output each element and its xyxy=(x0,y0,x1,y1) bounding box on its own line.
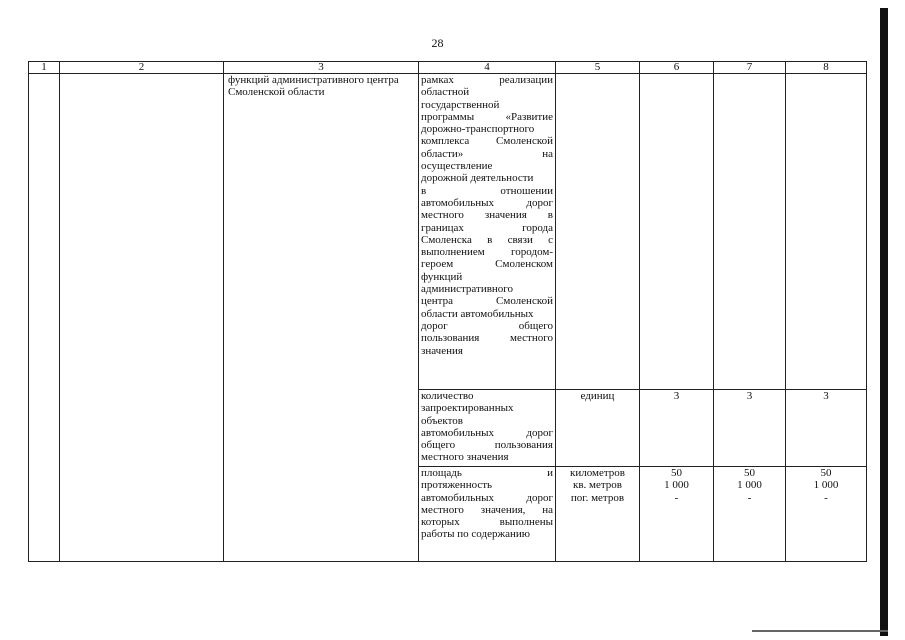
text-line: местного значения xyxy=(421,451,509,464)
text-line: которых выполнены xyxy=(421,516,553,529)
value-text: 1 000 xyxy=(664,479,689,492)
text-line: количество xyxy=(421,390,474,402)
page-number: 28 xyxy=(431,36,444,50)
cell-value: 3 xyxy=(640,390,714,467)
header-cell: 8 xyxy=(786,62,867,74)
cell-col5 xyxy=(556,74,640,390)
cell-unit: единиц xyxy=(556,390,640,467)
value-text: - xyxy=(824,491,828,504)
header-row xyxy=(29,62,867,74)
cell-values xyxy=(786,467,867,562)
text-line: общего пользования xyxy=(421,439,553,452)
unit-text: километров xyxy=(570,467,625,479)
value-text: - xyxy=(674,491,679,504)
cell-col6 xyxy=(640,74,714,390)
text-line: площадь и xyxy=(421,467,553,479)
text-line: дорожной деятельности xyxy=(421,172,534,185)
header-cell: 4 xyxy=(419,62,556,74)
header-cell: 3 xyxy=(224,62,419,74)
cell-col7 xyxy=(714,74,786,390)
value-text: 50 xyxy=(671,467,682,479)
scan-edge-shadow xyxy=(880,8,888,636)
text-line: выполнением городом- xyxy=(421,246,553,259)
cell-col4-indicator-count xyxy=(419,390,556,467)
value-text: 50 xyxy=(744,467,755,479)
text-line: запроектированных xyxy=(421,402,514,415)
header-cell: 5 xyxy=(556,62,640,74)
text-line: протяженность xyxy=(421,479,493,492)
text-line: автомобильных дорог xyxy=(421,196,553,209)
cell-col4-indicator-description xyxy=(419,74,556,390)
value-text: - xyxy=(747,491,752,504)
table-row xyxy=(29,74,867,390)
text-line: программы «Развитие xyxy=(421,110,553,123)
text-line: административного xyxy=(421,283,514,296)
header-cell: 2 xyxy=(60,62,224,74)
text-line: пользования местного xyxy=(421,332,553,345)
text-line: центра Смоленской xyxy=(421,295,553,308)
text-line: местного значения, на xyxy=(421,503,553,516)
cell-col3-text: функций административного центра Смоленской области xyxy=(224,74,419,562)
text-line: автомобильных дорог xyxy=(421,491,553,504)
cell-col2 xyxy=(60,74,224,562)
measures-table xyxy=(28,61,867,562)
cell-value: 3 xyxy=(786,390,867,467)
text-line: Смоленска в связи с xyxy=(421,233,553,246)
text-line: осуществление xyxy=(421,160,493,173)
text-line: автомобильных дорог xyxy=(421,426,553,439)
value-text: 50 xyxy=(820,467,832,479)
header-cell: 6 xyxy=(640,62,714,74)
text-line: объектов xyxy=(421,414,463,427)
value-text: 1 000 xyxy=(813,479,839,492)
cell-units xyxy=(556,467,640,562)
text-line: границах города xyxy=(421,221,553,234)
text-line: государственной xyxy=(421,98,500,111)
cell-values xyxy=(714,467,786,562)
text-line: области» на xyxy=(421,147,553,160)
cell-values xyxy=(640,467,714,562)
text-line: работы по содержанию xyxy=(421,528,530,541)
text-line: дорожно-транспортного xyxy=(421,123,535,136)
cell-col8 xyxy=(786,74,867,390)
value-text: 1 000 xyxy=(737,479,762,492)
text-line: комплекса Смоленской xyxy=(421,135,553,148)
text-line: героем Смоленском xyxy=(421,258,553,271)
text-line: области автомобильных xyxy=(421,307,534,320)
text-line: местного значения в xyxy=(421,209,553,222)
header-cell: 1 xyxy=(29,62,60,74)
unit-text: пог. метров xyxy=(570,491,625,504)
text-line: рамках реализации xyxy=(421,74,553,86)
cell-col1 xyxy=(29,74,60,562)
scan-bottom-shadow xyxy=(752,630,888,632)
text-line: в отношении xyxy=(421,184,553,197)
text-line: значения xyxy=(421,344,463,357)
unit-text: кв. метров xyxy=(572,479,623,492)
header-cell: 7 xyxy=(714,62,786,74)
text-line: функций xyxy=(421,270,463,283)
cell-col4-indicator-area xyxy=(419,467,556,562)
text-line: дорог общего xyxy=(421,319,553,332)
cell-value: 3 xyxy=(714,390,786,467)
text-line: областной xyxy=(421,86,470,99)
